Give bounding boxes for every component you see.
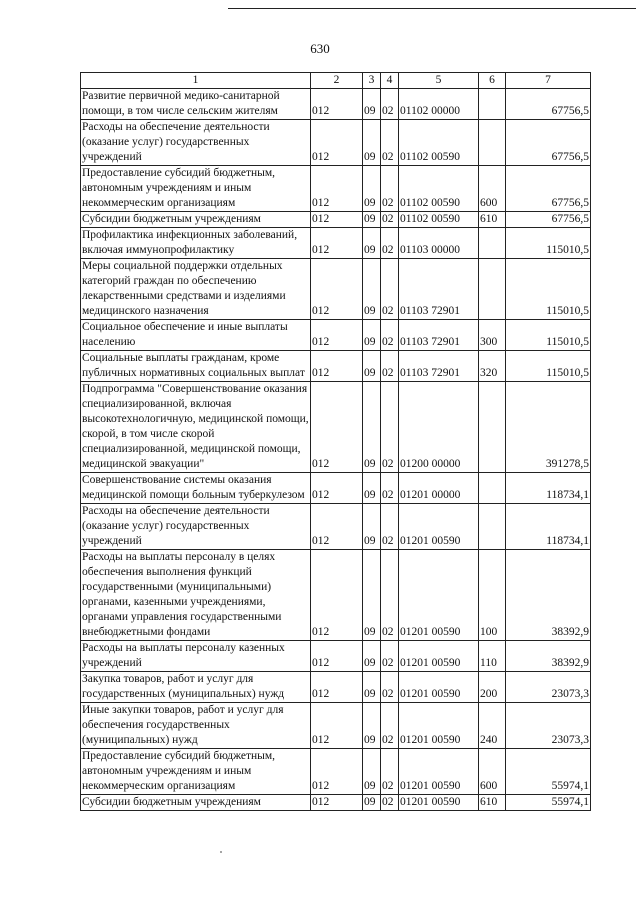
row-section-code: 09	[363, 212, 381, 228]
row-section-code: 09	[363, 228, 381, 259]
row-subsection-code: 02	[381, 166, 399, 212]
row-ministry-code: 012	[311, 320, 363, 351]
row-ministry-code: 012	[311, 641, 363, 672]
row-name: Расходы на выплаты персоналу в целях обеспечения выполнения функций государственными (муниципальными) органами, казенными учреждениями, органами управления государственными внебюджетными фондами	[81, 550, 311, 641]
row-expense-type-code	[479, 228, 506, 259]
table-row	[81, 320, 591, 351]
row-target-code: 01102 00590	[399, 212, 479, 228]
row-amount: 55974,1	[506, 795, 591, 811]
row-amount: 391278,5	[506, 382, 591, 473]
row-ministry-code: 012	[311, 166, 363, 212]
row-name: Развитие первичной медико-санитарной помощи, в том числе сельским жителям	[81, 89, 311, 120]
row-subsection-code: 02	[381, 89, 399, 120]
col-header-subsection: 4	[381, 73, 399, 89]
row-ministry-code: 012	[311, 504, 363, 550]
row-ministry-code: 012	[311, 351, 363, 382]
row-section-code: 09	[363, 703, 381, 749]
row-ministry-code: 012	[311, 228, 363, 259]
table-row	[81, 504, 591, 550]
row-name: Закупка товаров, работ и услуг для государственных (муниципальных) нужд	[81, 672, 311, 703]
row-name: Иные закупки товаров, работ и услуг для обеспечения государственных (муниципальных) нужд	[81, 703, 311, 749]
table-row	[81, 795, 591, 811]
row-amount: 115010,5	[506, 228, 591, 259]
row-expense-type-code	[479, 120, 506, 166]
row-amount: 55974,1	[506, 749, 591, 795]
row-subsection-code: 02	[381, 504, 399, 550]
row-subsection-code: 02	[381, 473, 399, 504]
col-header-section: 3	[363, 73, 381, 89]
row-target-code: 01103 72901	[399, 351, 479, 382]
row-expense-type-code: 600	[479, 166, 506, 212]
row-subsection-code: 02	[381, 212, 399, 228]
table-row	[81, 228, 591, 259]
col-header-amount: 7	[506, 73, 591, 89]
row-amount: 67756,5	[506, 120, 591, 166]
row-ministry-code: 012	[311, 749, 363, 795]
row-subsection-code: 02	[381, 795, 399, 811]
row-target-code: 01102 00590	[399, 166, 479, 212]
row-expense-type-code: 610	[479, 795, 506, 811]
row-section-code: 09	[363, 749, 381, 795]
row-target-code: 01103 00000	[399, 228, 479, 259]
row-ministry-code: 012	[311, 120, 363, 166]
row-ministry-code: 012	[311, 259, 363, 320]
row-name: Социальное обеспечение и иные выплаты населению	[81, 320, 311, 351]
scan-dot	[220, 851, 222, 853]
table-row	[81, 473, 591, 504]
row-section-code: 09	[363, 504, 381, 550]
row-subsection-code: 02	[381, 120, 399, 166]
row-section-code: 09	[363, 550, 381, 641]
row-target-code: 01201 00590	[399, 504, 479, 550]
row-name: Профилактика инфекционных заболеваний, включая иммунопрофилактику	[81, 228, 311, 259]
row-expense-type-code	[479, 473, 506, 504]
row-expense-type-code	[479, 504, 506, 550]
page-number: 630	[310, 41, 330, 56]
row-amount: 67756,5	[506, 212, 591, 228]
row-expense-type-code	[479, 89, 506, 120]
table-row	[81, 89, 591, 120]
row-expense-type-code: 240	[479, 703, 506, 749]
row-ministry-code: 012	[311, 382, 363, 473]
table-row	[81, 351, 591, 382]
row-ministry-code: 012	[311, 473, 363, 504]
row-name: Расходы на выплаты персоналу казенных учреждений	[81, 641, 311, 672]
row-section-code: 09	[363, 259, 381, 320]
row-amount: 115010,5	[506, 351, 591, 382]
row-ministry-code: 012	[311, 795, 363, 811]
table-row	[81, 382, 591, 473]
row-section-code: 09	[363, 351, 381, 382]
row-subsection-code: 02	[381, 672, 399, 703]
row-section-code: 09	[363, 120, 381, 166]
row-name: Совершенствование системы оказания медицинской помощи больным туберкулезом	[81, 473, 311, 504]
row-ministry-code: 012	[311, 212, 363, 228]
col-header-ministry: 2	[311, 73, 363, 89]
row-expense-type-code: 610	[479, 212, 506, 228]
row-section-code: 09	[363, 320, 381, 351]
row-expense-type-code: 200	[479, 672, 506, 703]
row-expense-type-code	[479, 259, 506, 320]
budget-table	[80, 72, 591, 811]
row-amount: 67756,5	[506, 166, 591, 212]
row-target-code: 01201 00590	[399, 550, 479, 641]
table-row	[81, 550, 591, 641]
row-subsection-code: 02	[381, 703, 399, 749]
row-name: Расходы на обеспечение деятельности (оказание услуг) государственных учреждений	[81, 120, 311, 166]
row-name: Предоставление субсидий бюджетным, автономным учреждениям и иным некоммерческим организациям	[81, 166, 311, 212]
row-subsection-code: 02	[381, 382, 399, 473]
row-section-code: 09	[363, 473, 381, 504]
row-subsection-code: 02	[381, 259, 399, 320]
row-section-code: 09	[363, 89, 381, 120]
row-ministry-code: 012	[311, 703, 363, 749]
row-expense-type-code: 320	[479, 351, 506, 382]
table-body	[81, 89, 591, 811]
row-ministry-code: 012	[311, 89, 363, 120]
row-name: Субсидии бюджетным учреждениям	[81, 795, 311, 811]
row-target-code: 01103 72901	[399, 259, 479, 320]
row-subsection-code: 02	[381, 749, 399, 795]
row-expense-type-code: 300	[479, 320, 506, 351]
row-name: Подпрограмма "Совершенствование оказания специализированной, включая высокотехнологичную, медицинской помощи, скорой, в том числе скорой специализированной, медицинской помощи, медицинской эвакуации"	[81, 382, 311, 473]
row-target-code: 01201 00590	[399, 749, 479, 795]
row-subsection-code: 02	[381, 550, 399, 641]
col-header-target: 5	[399, 73, 479, 89]
row-amount: 23073,3	[506, 703, 591, 749]
row-subsection-code: 02	[381, 641, 399, 672]
col-header-name: 1	[81, 73, 311, 89]
row-section-code: 09	[363, 795, 381, 811]
row-amount: 38392,9	[506, 641, 591, 672]
row-name: Субсидии бюджетным учреждениям	[81, 212, 311, 228]
row-ministry-code: 012	[311, 550, 363, 641]
row-expense-type-code: 100	[479, 550, 506, 641]
table-row	[81, 672, 591, 703]
row-amount: 115010,5	[506, 259, 591, 320]
row-target-code: 01201 00590	[399, 795, 479, 811]
row-target-code: 01102 00590	[399, 120, 479, 166]
table-row	[81, 641, 591, 672]
row-name: Социальные выплаты гражданам, кроме публичных нормативных социальных выплат	[81, 351, 311, 382]
row-amount: 38392,9	[506, 550, 591, 641]
row-subsection-code: 02	[381, 228, 399, 259]
row-ministry-code: 012	[311, 672, 363, 703]
col-header-expense-type: 6	[479, 73, 506, 89]
row-target-code: 01201 00590	[399, 641, 479, 672]
row-name: Расходы на обеспечение деятельности (оказание услуг) государственных учреждений	[81, 504, 311, 550]
row-target-code: 01200 00000	[399, 382, 479, 473]
row-name: Меры социальной поддержки отдельных категорий граждан по обеспечению лекарственными средствами и изделиями медицинского назначения	[81, 259, 311, 320]
row-amount: 23073,3	[506, 672, 591, 703]
top-rule	[228, 8, 636, 9]
row-subsection-code: 02	[381, 351, 399, 382]
table-row	[81, 120, 591, 166]
row-name: Предоставление субсидий бюджетным, автономным учреждениям и иным некоммерческим организациям	[81, 749, 311, 795]
table-row	[81, 259, 591, 320]
row-target-code: 01201 00590	[399, 703, 479, 749]
table-row	[81, 166, 591, 212]
row-target-code: 01201 00590	[399, 672, 479, 703]
row-expense-type-code	[479, 382, 506, 473]
row-target-code: 01103 72901	[399, 320, 479, 351]
row-section-code: 09	[363, 672, 381, 703]
header-row	[81, 73, 591, 89]
row-section-code: 09	[363, 641, 381, 672]
row-subsection-code: 02	[381, 320, 399, 351]
row-expense-type-code: 600	[479, 749, 506, 795]
row-section-code: 09	[363, 382, 381, 473]
table-row	[81, 212, 591, 228]
table-row	[81, 703, 591, 749]
row-amount: 115010,5	[506, 320, 591, 351]
row-amount: 67756,5	[506, 89, 591, 120]
row-amount: 118734,1	[506, 473, 591, 504]
table-row	[81, 749, 591, 795]
row-section-code: 09	[363, 166, 381, 212]
row-target-code: 01201 00000	[399, 473, 479, 504]
row-amount: 118734,1	[506, 504, 591, 550]
row-expense-type-code: 110	[479, 641, 506, 672]
row-target-code: 01102 00000	[399, 89, 479, 120]
